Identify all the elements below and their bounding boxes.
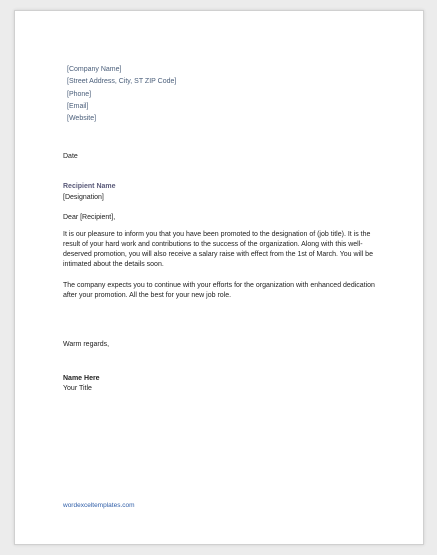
sender-email: [Email]	[67, 103, 89, 110]
salutation: Dear [Recipient],	[63, 214, 116, 221]
recipient-designation: [Designation]	[63, 194, 104, 201]
sender-website: [Website]	[67, 115, 97, 122]
signature-title: Your Title	[63, 385, 92, 392]
signature-name: Name Here	[63, 375, 100, 382]
closing: Warm regards,	[63, 341, 110, 348]
sender-company-name: [Company Name]	[67, 66, 122, 73]
paragraph-expectations: The company expects you to continue with your efforts for the organization with enhanced dedication after your promotion. All the best for your new job role.	[63, 282, 375, 299]
sender-street-address: [Street Address, City, ST ZIP Code]	[67, 78, 177, 85]
recipient-name: Recipient Name	[63, 183, 116, 190]
letter-page	[14, 10, 424, 545]
date-label: Date	[63, 153, 78, 160]
sender-phone: [Phone]	[67, 91, 92, 98]
footer-website-link[interactable]: wordexceltemplates.com	[63, 502, 135, 509]
paragraph-promotion: It is our pleasure to inform you that you have been promoted to the designation of (job title). It is the result of your hard work and contributions to the success of the organization. Along with this well-deserved promotion, you will also receive a salary raise with effect from the 1st of March. You will be intimated about the details soon.	[63, 231, 373, 268]
